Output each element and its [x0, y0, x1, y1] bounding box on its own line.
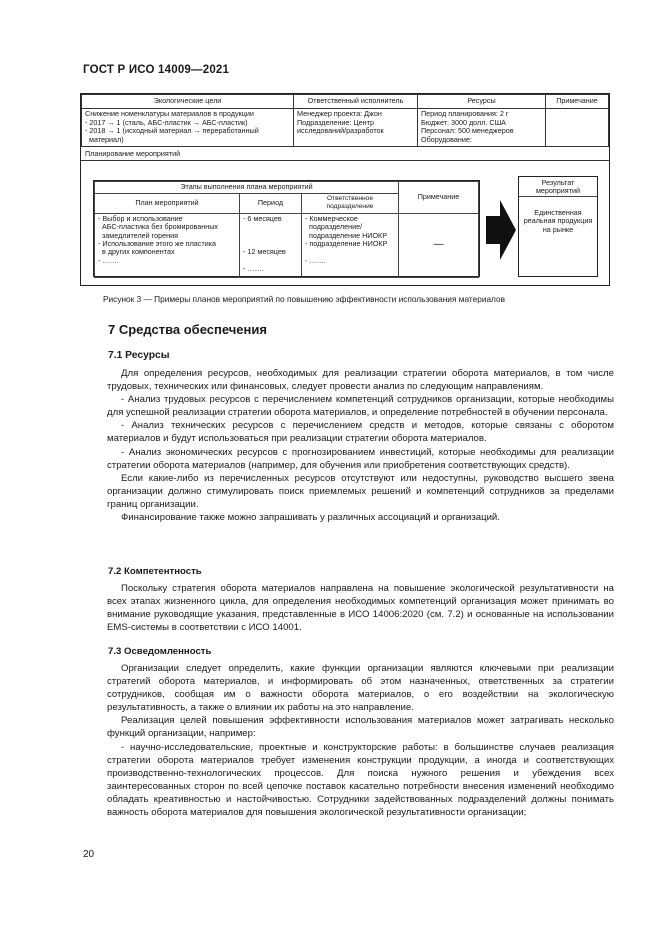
inner-note-cell: — — [399, 213, 479, 277]
goal-line: материал) — [89, 134, 124, 144]
paragraph: Поскольку стратегия оборота материалов направлена на повышение экологической результативности на всех этапах жизненного цикла, для определения необходимых компетенций организация может принимать во внимание руководящие указания, представленные в ИСО 14006:2020 (см. 7.2) и основанные на использовании EMS-системы в соответствии с ИСО 14001. — [107, 583, 614, 634]
dept-line: подразделение/ — [309, 222, 363, 232]
subsection-heading: 7.2 Компетентность — [108, 566, 202, 577]
resource-line: Оборудование: — [421, 134, 472, 144]
responsible-line: Подразделение: Центр — [297, 117, 374, 127]
plan-line: АБС-пластика без бромированных — [102, 222, 218, 232]
paragraph: - Анализ трудовых ресурсов с перечислением компетенций сотрудников организации, которые необходимы для успешной реализации стратегии оборота материалов, и определение потребностей в обучении персонала. — [107, 394, 614, 419]
paragraph: Организации следует определить, какие функции организации являются ключевыми при реализации стратегий оборота материалов, и информировать об этом назначенных, ответственных за стратегии сотрудников, сообщая им о важности оборота материалов, о его воздействии на экологическую результативность, а также о влиянии их работы на это направление. — [107, 663, 614, 714]
resources-cell — [418, 109, 546, 147]
activities-plan-box — [93, 180, 480, 277]
activities-table — [94, 181, 479, 278]
paragraph: - научно-исследовательские, проектные и конструкторские работы: в большинстве случаев реализация стратегии оборота материалов требует изменения конструкции продукции, а иногда и соответствующих производственно-технологических процессов. Для поиска нужного решения и убеждения всех заинтересованных сторон по всей цепочке поставок касательно потребности внесения изменений необходимо обладать креативностью и настойчивостью. Сотрудники задействованных подразделений должны понимать важность оборота материалов для повышения экологической результативности организации; — [107, 741, 614, 819]
objectives-table — [81, 94, 609, 147]
responsible-line: Менеджер проекта: Джон — [297, 109, 382, 118]
stages-header: Этапы выполнения плана мероприятий — [95, 182, 399, 194]
result-body: Единственная реальная продукция на рынке — [523, 208, 593, 234]
dept-cell — [302, 213, 399, 277]
period-line: - 12 месяцев — [243, 247, 286, 257]
goals-cell — [82, 109, 294, 147]
dept-line: подразделение НИОКР — [309, 230, 388, 240]
awareness-text — [107, 662, 614, 819]
responsible-line: исследований/разработок — [297, 126, 384, 136]
col-header-plan: План мероприятий — [95, 194, 240, 214]
competence-text — [107, 582, 614, 634]
dept-line: - подразделение НИОКР — [305, 239, 388, 249]
col-header-note: Примечание — [546, 95, 609, 109]
result-box — [518, 176, 598, 277]
inner-note-header: Примечание — [399, 182, 479, 214]
responsible-cell — [294, 109, 418, 147]
dept-line: - Коммерческое — [305, 213, 358, 223]
paragraph: - Анализ технических ресурсов с перечислением средств и методов, которые связаны с оборотом материалов и будут использоваться при реализации стратегии оборота материалов. — [107, 420, 614, 445]
col-header-resources: Ресурсы — [418, 95, 546, 109]
plan-line: - Выбор и использование — [98, 213, 183, 223]
resource-line: Бюджет: 3000 долл. США — [421, 117, 506, 127]
plan-line: в других компонентах — [102, 247, 175, 257]
plan-line: - ……. — [98, 255, 119, 265]
paragraph: Для определения ресурсов, необходимых для реализации стратегии оборота материалов, в том числе трудовых, технических или финансовых, следует провести анализ по следующим направлениям. — [107, 368, 614, 393]
subsection-heading: 7.3 Осведомленность — [108, 646, 212, 657]
arrow-right-icon — [486, 200, 516, 260]
figure-caption: Рисунок 3 — Примеры планов мероприятий по повышению эффективности использования материалов — [103, 294, 506, 304]
col-header-period: Период — [240, 194, 302, 214]
document-header: ГОСТ Р ИСО 14009—2021 — [83, 64, 230, 76]
result-header: Результат мероприятий — [519, 177, 597, 197]
dept-line: - ……. — [305, 255, 326, 265]
period-line: - ……. — [243, 263, 264, 273]
col-header-goals: Экологические цели — [82, 95, 294, 109]
col-header-responsible: Ответственный исполнитель — [294, 95, 418, 109]
goal-line: - 2017 → 1 (сталь, АБС-пластик → АБС-пластик) — [85, 117, 248, 127]
section-heading: 7 Средства обеспечения — [108, 322, 267, 337]
subsection-heading: 7.1 Ресурсы — [108, 350, 170, 361]
resource-line: Персонал: 500 менеджеров — [421, 126, 514, 136]
resource-line: Период планирования: 2 г — [421, 109, 509, 118]
period-line: - 6 месяцев — [243, 213, 282, 223]
col-header-dept: Ответственное подразделение — [302, 194, 399, 214]
plan-cell — [95, 213, 240, 277]
goal-line: - 2018 → 1 (исходный материал → переработанный — [85, 126, 259, 136]
paragraph: Реализация целей повышения эффективности использования материалов может затрагивать несколько функций организации, например: — [107, 715, 614, 740]
paragraph: Если какие-либо из перечисленных ресурсов отсутствуют или недоступны, руководство высшего звена организации должно стимулировать поиск приемлемых решений и компетенций сотрудников за пределами границ организации. — [107, 472, 614, 510]
plan-line: - Использование этого же пластика — [98, 239, 217, 249]
page-number: 20 — [83, 849, 95, 860]
planning-label: Планирование мероприятий — [81, 147, 609, 161]
paragraph: Финансирование также можно запрашивать у различных ассоциаций и организаций. — [121, 512, 500, 524]
period-cell — [240, 213, 302, 277]
resources-text — [107, 367, 614, 524]
plan-line: замедлителей горения — [102, 230, 178, 240]
note-cell — [546, 109, 609, 147]
goal-line: Снижение номенклатуры материалов в продукции — [85, 109, 254, 118]
paragraph: - Анализ экономических ресурсов с прогнозированием инвестиций, которые необходимы для реализации стратегии оборота материалов (например, для обучения или приобретения соответствующих средств). — [107, 446, 614, 471]
